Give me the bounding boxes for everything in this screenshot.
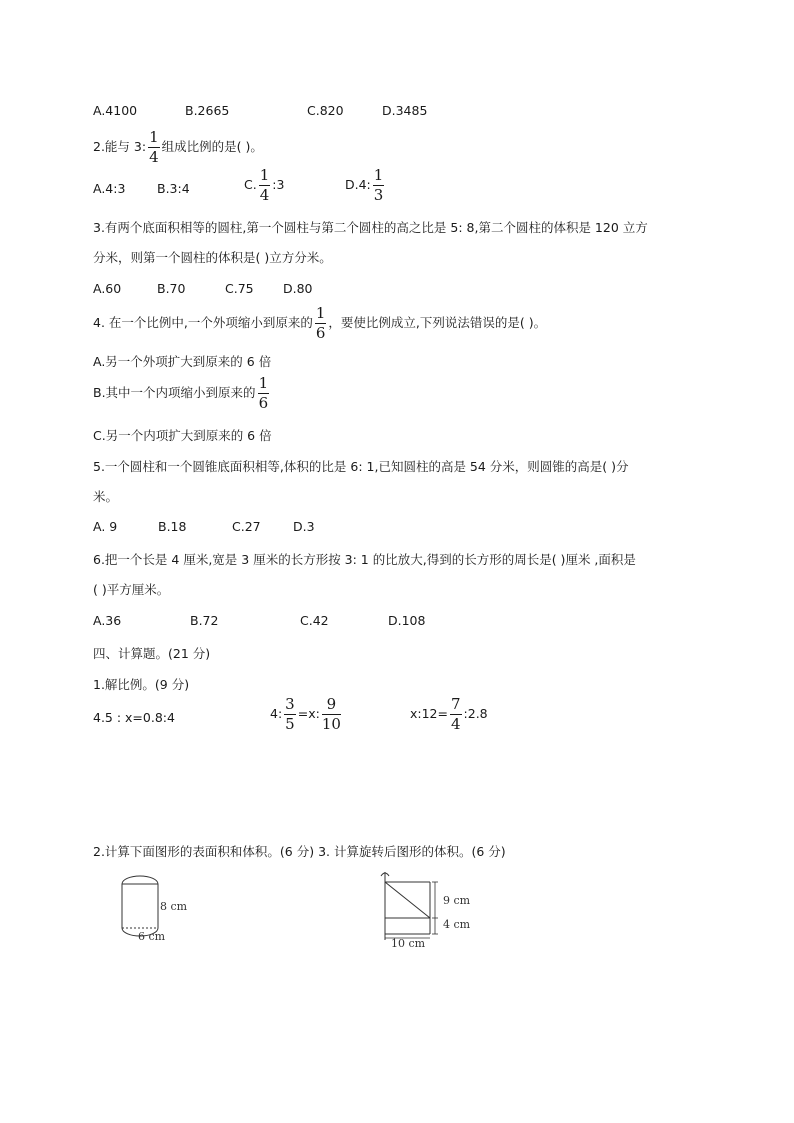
width-label: 10 cm xyxy=(391,937,426,948)
q2-stem: 2.能与 3: $\frac{1}{4}$ 组成比例的是( )。 xyxy=(93,128,263,166)
q3-stem-line1: 3.有两个底面积相等的圆柱,第一个圆柱与第二个圆柱的高之比是 5: 8,第二个圆柱的体积是 120 立方 xyxy=(93,220,648,235)
q6-option-a: A.36 xyxy=(93,613,122,628)
rotation-figure xyxy=(375,868,485,948)
q1-option-a: A.4100 xyxy=(93,103,138,118)
lower-height-label: 4 cm xyxy=(443,918,471,931)
q3-option-b: B.70 xyxy=(157,281,186,296)
calc1-title: 1.解比例。(9 分) xyxy=(93,677,190,692)
q3-option-a: A.60 xyxy=(93,281,122,296)
q1-option-b: B.2665 xyxy=(185,103,230,118)
q4-option-c: C.另一个内项扩大到原来的 6 倍 xyxy=(93,428,272,443)
q6-option-b: B.72 xyxy=(190,613,219,628)
q5-option-b: B.18 xyxy=(158,519,187,534)
q4-option-b: B.其中一个内项缩小到原来的 $\frac{1}{6}$ xyxy=(93,374,269,412)
equation-3: x:12= $\frac{7}{4}$ :2.8 xyxy=(410,695,488,733)
q2-option-a: A.4:3 xyxy=(93,181,126,196)
q4-stem: 4. 在一个比例中,一个外项缩小到原来的 $\frac{1}{6}$ ，要使比例成立,下列说法错误的是( )。 xyxy=(93,304,547,342)
q1-option-d: D.3485 xyxy=(382,103,428,118)
q1-option-c: C.820 xyxy=(307,103,344,118)
cylinder-height-label: 8 cm xyxy=(160,900,188,913)
q6-stem-line2: ( )平方厘米。 xyxy=(93,582,170,597)
q5-stem-line2: 米。 xyxy=(93,489,119,504)
calc2-title: 2.计算下面图形的表面积和体积。(6 分) 3. 计算旋转后图形的体积。(6 分) xyxy=(93,844,506,859)
q2-option-d: D.4: $\frac{1}{3}$ xyxy=(345,166,384,204)
q6-option-c: C.42 xyxy=(300,613,329,628)
q5-option-c: C.27 xyxy=(232,519,261,534)
q6-option-d: D.108 xyxy=(388,613,426,628)
equation-1: 4.5 : x=0.8:4 xyxy=(93,710,175,725)
q2-fraction: $\frac{1}{4}$ xyxy=(149,128,159,166)
cylinder-diameter-label: 6 cm xyxy=(138,930,166,943)
q4-fraction: $\frac{1}{6}$ xyxy=(315,304,326,342)
q5-stem-line1: 5.一个圆柱和一个圆锥底面积相等,体积的比是 6: 1,已知圆柱的高是 54 分米，则圆锥的高是( )分 xyxy=(93,459,629,474)
q2-option-c: C. $\frac{1}{4}$ :3 xyxy=(244,166,285,204)
q5-option-a: A. 9 xyxy=(93,519,118,534)
q3-option-c: C.75 xyxy=(225,281,254,296)
equation-2: 4: $\frac{3}{5}$ =x: $\frac{9}{10}$ xyxy=(270,695,341,733)
q6-stem-line1: 6.把一个长是 4 厘米,宽是 3 厘米的长方形按 3: 1 的比放大,得到的长方形的周长是( )厘米 ,面积是 xyxy=(93,552,636,567)
section-title: 四、计算题。(21 分) xyxy=(93,646,211,661)
q4-option-a: A.另一个外项扩大到原来的 6 倍 xyxy=(93,354,272,369)
q2-option-b: B.3:4 xyxy=(157,181,190,196)
q5-option-d: D.3 xyxy=(293,519,315,534)
q3-option-d: D.80 xyxy=(283,281,313,296)
half-cylinder-figure xyxy=(112,872,212,944)
q3-stem-line2: 分米，则第一个圆柱的体积是( )立方分米。 xyxy=(93,250,332,265)
upper-height-label: 9 cm xyxy=(443,894,471,907)
